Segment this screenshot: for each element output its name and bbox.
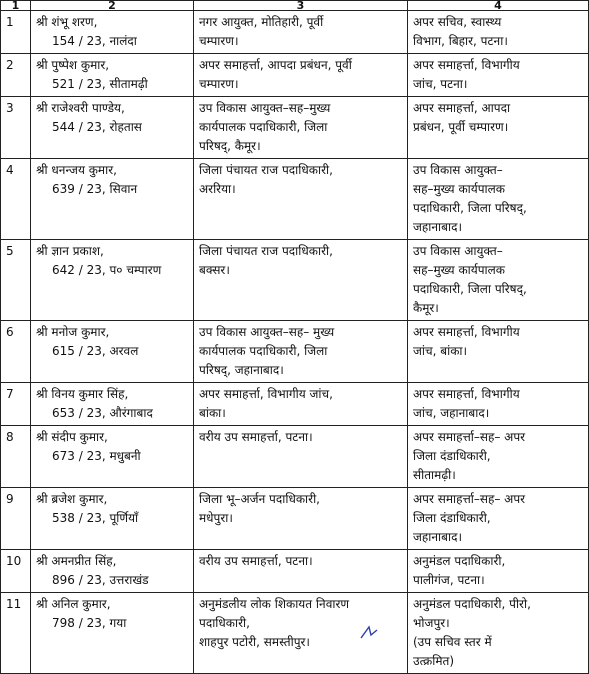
officer-name-line: 521 / 23, सीतामढ़ी (52, 77, 148, 91)
new-posting-line: अनुमंडल पदाधिकारी, (413, 554, 506, 568)
current-posting-line: जिला भू–अर्जन पदाधिकारी, (199, 492, 320, 506)
header-col-4: 4 (408, 1, 589, 11)
new-posting-line: प्रबंधन, पूर्वी चम्पारण। (413, 120, 509, 134)
current-posting-cell (194, 383, 408, 426)
current-posting-line: चम्पारण। (199, 77, 239, 91)
new-posting-line: सह–मुख्य कार्यपालक (413, 182, 506, 196)
new-posting-cell (408, 383, 589, 426)
table-row (1, 240, 589, 321)
serial-number: 2 (1, 54, 31, 97)
new-posting-line: जांच, जहानाबाद। (413, 406, 490, 420)
current-posting-line: परिषद्, कैमूर। (199, 139, 261, 153)
officer-name-line: श्री अनिल कुमार, (36, 597, 111, 611)
new-posting-line: भोजपुर। (413, 616, 450, 630)
new-posting-line: उप विकास आयुक्त– (413, 244, 503, 258)
officer-name-line: 798 / 23, गया (52, 616, 127, 630)
officer-name-line: 615 / 23, अरवल (52, 344, 139, 358)
serial-number: 9 (1, 488, 31, 550)
current-posting-line: चम्पारण। (199, 34, 239, 48)
table-row (1, 593, 589, 674)
new-posting-line: जहानाबाद। (413, 220, 463, 234)
header-col-2: 2 (31, 1, 194, 11)
new-posting-line: पदाधिकारी, जिला परिषद्, (413, 201, 527, 215)
header-col-3: 3 (194, 1, 408, 11)
new-posting-cell (408, 593, 589, 674)
officer-name-line: 544 / 23, रोहतास (52, 120, 142, 134)
officer-name-line: श्री संदीप कुमार, (36, 430, 108, 444)
new-posting-line: अपर समाहर्त्ता, विभागीय (413, 58, 520, 72)
serial-number: 5 (1, 240, 31, 321)
current-posting-line: अपर समाहर्त्ता, आपदा प्रबंधन, पूर्वी (199, 58, 352, 72)
table-row (1, 550, 589, 593)
table-row (1, 159, 589, 240)
table-row (1, 54, 589, 97)
new-posting-line: विभाग, बिहार, पटना। (413, 34, 508, 48)
officer-name-line: श्री शंभू शरण, (36, 15, 98, 29)
new-posting-line: जांच, पटना। (413, 77, 468, 91)
current-posting-line: शाहपुर पटोरी, समस्तीपुर। (199, 635, 310, 649)
officer-name-line: श्री विनय कुमार सिंह, (36, 387, 129, 401)
new-posting-cell (408, 321, 589, 383)
current-posting-line: मधेपुरा। (199, 511, 233, 525)
current-posting-cell (194, 550, 408, 593)
officer-name-line: 896 / 23, उत्तराखंड (52, 573, 149, 587)
current-posting-line: वरीय उप समाहर्त्ता, पटना। (199, 430, 313, 444)
current-posting-line: कार्यपालक पदाधिकारी, जिला (199, 344, 328, 358)
officer-name-cell (31, 383, 194, 426)
new-posting-line: अपर समाहर्त्ता–सह– अपर (413, 492, 526, 506)
new-posting-line: उप विकास आयुक्त– (413, 163, 503, 177)
current-posting-line: जिला पंचायत राज पदाधिकारी, (199, 163, 333, 177)
table-row (1, 383, 589, 426)
new-posting-cell (408, 11, 589, 54)
new-posting-line: सीतामढ़ी। (413, 468, 456, 482)
new-posting-line: (उप सचिव स्तर में (413, 635, 492, 649)
officer-name-line: 673 / 23, मधुबनी (52, 449, 141, 463)
officer-name-line: श्री राजेश्वरी पाण्डेय, (36, 101, 125, 115)
current-posting-line: अपर समाहर्त्ता, विभागीय जांच, (199, 387, 333, 401)
current-posting-line: उप विकास आयुक्त–सह– मुख्य (199, 325, 335, 339)
current-posting-line: नगर आयुक्त, मोतिहारी, पूर्वी (199, 15, 324, 29)
table-row (1, 11, 589, 54)
serial-number: 4 (1, 159, 31, 240)
current-posting-cell (194, 11, 408, 54)
new-posting-line: अपर समाहर्त्ता, विभागीय (413, 387, 520, 401)
header-row (1, 1, 589, 11)
officer-name-line: श्री धनन्जय कुमार, (36, 163, 117, 177)
current-posting-cell (194, 54, 408, 97)
new-posting-line: कैमूर। (413, 301, 439, 315)
officer-name-cell (31, 11, 194, 54)
serial-number: 6 (1, 321, 31, 383)
new-posting-cell (408, 488, 589, 550)
serial-number: 7 (1, 383, 31, 426)
new-posting-cell (408, 97, 589, 159)
officer-name-line: 653 / 23, औरंगाबाद (52, 406, 153, 420)
table-body (1, 11, 589, 674)
current-posting-line: जिला पंचायत राज पदाधिकारी, (199, 244, 333, 258)
new-posting-cell (408, 426, 589, 488)
new-posting-cell (408, 159, 589, 240)
current-posting-cell (194, 488, 408, 550)
current-posting-line: पदाधिकारी, (199, 616, 250, 630)
new-posting-line: जांच, बांका। (413, 344, 468, 358)
new-posting-line: अपर समाहर्त्ता, विभागीय (413, 325, 520, 339)
new-posting-line: जहानाबाद। (413, 530, 463, 544)
current-posting-cell (194, 159, 408, 240)
officer-name-cell (31, 54, 194, 97)
new-posting-line: पदाधिकारी, जिला परिषद्, (413, 282, 527, 296)
officer-name-line: श्री ज्ञान प्रकाश, (36, 244, 104, 258)
current-posting-line: बक्सर। (199, 263, 230, 277)
serial-number: 8 (1, 426, 31, 488)
officer-name-cell (31, 159, 194, 240)
new-posting-line: सह–मुख्य कार्यपालक (413, 263, 506, 277)
current-posting-cell (194, 97, 408, 159)
officer-name-line: 538 / 23, पूर्णियाँ (52, 511, 139, 525)
serial-number: 10 (1, 550, 31, 593)
new-posting-line: जिला दंडाधिकारी, (413, 511, 491, 525)
officer-name-line: 154 / 23, नालंदा (52, 34, 137, 48)
signature-mark (355, 622, 415, 639)
officer-name-cell (31, 97, 194, 159)
new-posting-cell (408, 550, 589, 593)
officer-name-cell (31, 426, 194, 488)
current-posting-line: उप विकास आयुक्त–सह–मुख्य (199, 101, 331, 115)
table-row (1, 488, 589, 550)
new-posting-line: पालीगंज, पटना। (413, 573, 485, 587)
serial-number: 11 (1, 593, 31, 674)
new-posting-cell (408, 240, 589, 321)
new-posting-line: अपर समाहर्त्ता, आपदा (413, 101, 511, 115)
officer-name-line: 642 / 23, प० चम्पारण (52, 263, 162, 277)
officer-name-line: 639 / 23, सिवान (52, 182, 138, 196)
current-posting-line: कार्यपालक पदाधिकारी, जिला (199, 120, 328, 134)
table-row (1, 426, 589, 488)
officer-name-line: श्री मनोज कुमार, (36, 325, 110, 339)
table-row (1, 97, 589, 159)
officer-name-cell (31, 593, 194, 674)
current-posting-line: परिषद्, जहानाबाद। (199, 363, 284, 377)
serial-number: 3 (1, 97, 31, 159)
current-posting-cell (194, 426, 408, 488)
new-posting-line: अनुमंडल पदाधिकारी, पीरो, (413, 597, 531, 611)
officer-name-cell (31, 488, 194, 550)
officer-name-cell (31, 321, 194, 383)
new-posting-line: जिला दंडाधिकारी, (413, 449, 491, 463)
new-posting-line: उत्क्रमित) (413, 654, 455, 668)
serial-number: 1 (1, 11, 31, 54)
header-col-1: 1 (1, 1, 31, 11)
current-posting-cell (194, 240, 408, 321)
officer-name-line: श्री ब्रजेश कुमार, (36, 492, 108, 506)
current-posting-line: वरीय उप समाहर्त्ता, पटना। (199, 554, 313, 568)
current-posting-line: बांका। (199, 406, 226, 420)
officer-name-cell (31, 240, 194, 321)
current-posting-line: अनुमंडलीय लोक शिकायत निवारण (199, 597, 350, 611)
officer-name-line: श्री पुष्पेश कुमार, (36, 58, 110, 72)
officer-name-cell (31, 550, 194, 593)
table-row (1, 321, 589, 383)
new-posting-line: अपर सचिव, स्वास्थ्य (413, 15, 502, 29)
officer-name-line: श्री अमनप्रीत सिंह, (36, 554, 117, 568)
current-posting-cell (194, 321, 408, 383)
new-posting-cell (408, 54, 589, 97)
new-posting-line: अपर समाहर्त्ता–सह– अपर (413, 430, 526, 444)
current-posting-line: अररिया। (199, 182, 236, 196)
